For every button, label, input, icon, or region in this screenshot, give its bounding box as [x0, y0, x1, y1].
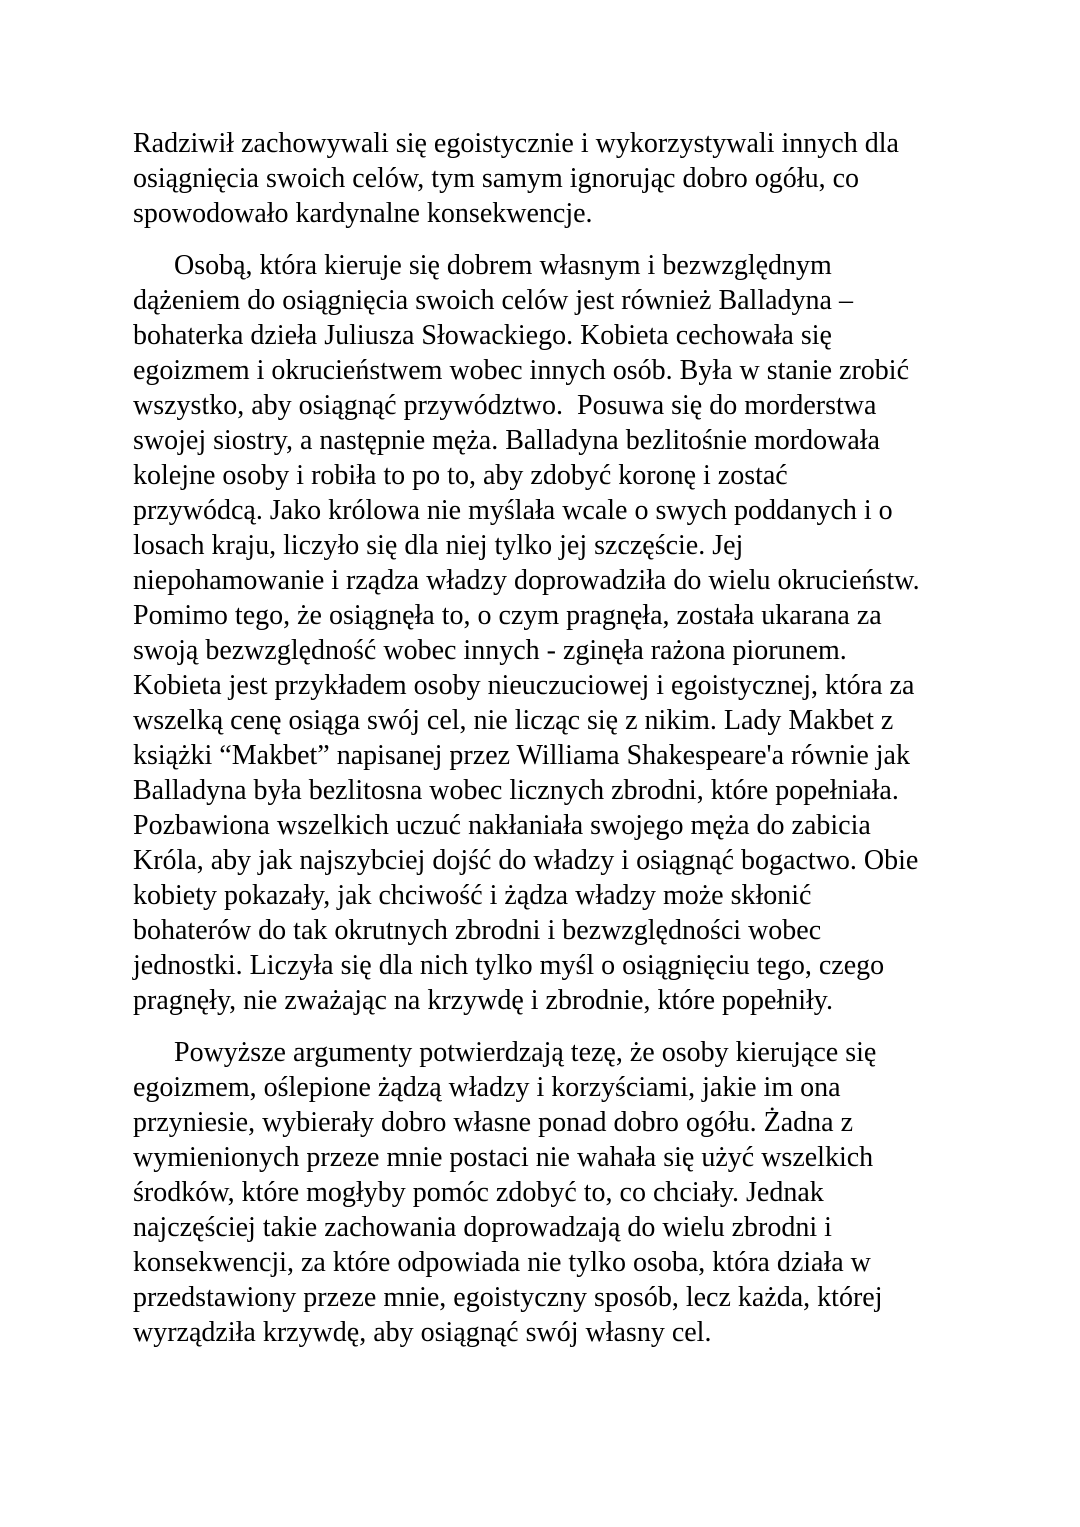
text-line: kobiety pokazały, jak chciwość i żądza władzy może skłonić	[133, 880, 812, 911]
text-line: Osobą, która kieruje się dobrem własnym i bezwzględnym	[174, 250, 832, 281]
text-line: Radziwił zachowywali się egoistycznie i wykorzystywali innych dla	[133, 128, 899, 159]
text-line: środków, które mogłyby pomóc zdobyć to, co chciały. Jednak	[133, 1177, 824, 1208]
text-line: swoją bezwzględność wobec innych - zginęła rażona piorunem.	[133, 635, 847, 666]
essay-text	[133, 126, 920, 1367]
text-line: Balladyna była bezlitosna wobec licznych zbrodni, które popełniała.	[133, 775, 899, 806]
paragraph	[133, 1035, 920, 1350]
text-line: najczęściej takie zachowania doprowadzają do wielu zbrodni i	[133, 1212, 832, 1243]
paragraph	[133, 126, 920, 231]
text-line: przyniesie, wybierały dobro własne ponad dobro ogółu. Żadna z	[133, 1107, 854, 1138]
text-line: bohaterka dzieła Juliusza Słowackiego. Kobieta cechowała się	[133, 320, 832, 351]
text-line: przywódcą. Jako królowa nie myślała wcale o swych poddanych i o	[133, 495, 893, 526]
text-line: dążeniem do osiągnięcia swoich celów jest również Balladyna –	[133, 285, 853, 316]
text-line: wyrządziła krzywdę, aby osiągnąć swój własny cel.	[133, 1317, 712, 1348]
text-line: przedstawiony przeze mnie, egoistyczny sposób, lecz każda, której	[133, 1282, 883, 1313]
text-line: Kobieta jest przykładem osoby nieuczuciowej i egoistycznej, która za	[133, 670, 915, 701]
text-line: Powyższe argumenty potwierdzają tezę, że osoby kierujące się	[174, 1037, 877, 1068]
text-line: egoizmem, oślepione żądzą władzy i korzyściami, jakie im ona	[133, 1072, 841, 1103]
text-line: konsekwencji, za które odpowiada nie tylko osoba, która działa w	[133, 1247, 871, 1278]
text-line: losach kraju, liczyło się dla niej tylko jej szczęście. Jej	[133, 530, 744, 561]
paragraph	[133, 248, 920, 1018]
text-line: książki “Makbet” napisanej przez Williama Shakespeare'a równie jak	[133, 740, 910, 771]
text-line: swojej siostry, a następnie męża. Balladyna bezlitośnie mordowała	[133, 425, 880, 456]
text-line: Pomimo tego, że osiągnęła to, o czym pragnęła, została ukarana za	[133, 600, 882, 631]
text-line: niepohamowanie i rządza władzy doprowadziła do wielu okrucieństw.	[133, 565, 920, 596]
text-line: wymienionych przeze mnie postaci nie wahała się użyć wszelkich	[133, 1142, 874, 1173]
text-line: wszystko, aby osiągnąć przywództwo. Posuwa się do morderstwa	[133, 390, 877, 421]
text-line: bohaterów do tak okrutnych zbrodni i bezwzględności wobec	[133, 915, 822, 946]
text-line: spowodowało kardynalne konsekwencje.	[133, 198, 593, 229]
text-line: wszelką cenę osiąga swój cel, nie licząc się z nikim. Lady Makbet z	[133, 705, 894, 736]
text-line: egoizmem i okrucieństwem wobec innych osób. Była w stanie zrobić	[133, 355, 910, 386]
text-line: osiągnięcia swoich celów, tym samym ignorując dobro ogółu, co	[133, 163, 860, 194]
text-line: jednostki. Liczyła się dla nich tylko myśl o osiągnięciu tego, czego	[133, 950, 885, 981]
text-line: kolejne osoby i robiła to po to, aby zdobyć koronę i zostać	[133, 460, 788, 491]
text-line: pragnęły, nie zważając na krzywdę i zbrodnie, które popełniły.	[133, 985, 833, 1016]
text-line: Pozbawiona wszelkich uczuć nakłaniała swojego męża do zabicia	[133, 810, 871, 841]
text-line: Króla, aby jak najszybciej dojść do władzy i osiągnąć bogactwo. Obie	[133, 845, 919, 876]
